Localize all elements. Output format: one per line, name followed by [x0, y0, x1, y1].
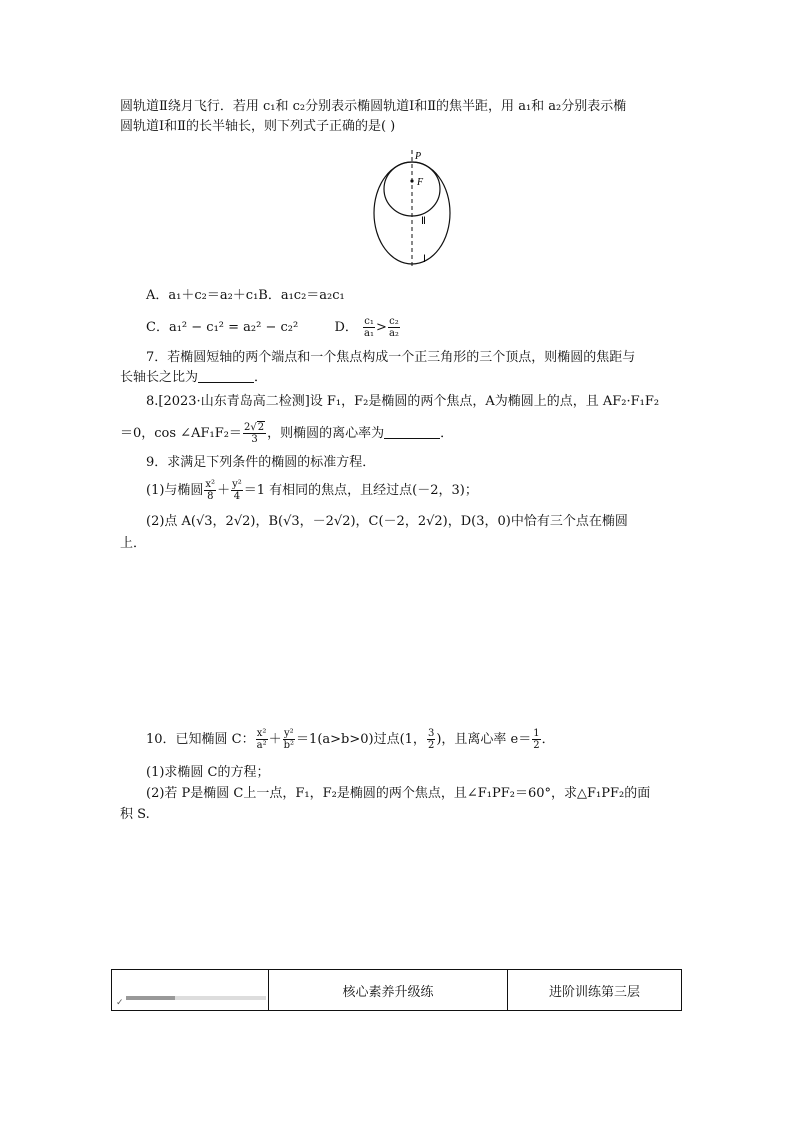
q10-stem — [146, 726, 555, 754]
q10-part2-line1: (2)若 P是椭圆 C上一点，F₁，F₂是椭圆的两个焦点，且∠F₁PF₂＝60°，求△F₁PF₂的面 — [146, 786, 651, 801]
banner-title-cell — [269, 970, 508, 1010]
option-a: A．a₁＋c₂＝a₂＋c₁ — [146, 288, 259, 303]
q10-text-b: ＝1(a>b>0)过点(1， — [296, 732, 426, 747]
option-c-label: C． — [146, 320, 169, 335]
q7-text: 长轴长之比为 — [120, 370, 199, 385]
q10-plus: ＋ — [268, 732, 282, 747]
q9-p1-text-b: ＝1 有相同的焦点，且经过点(－2，3)； — [243, 483, 478, 498]
label-f: F — [417, 177, 424, 188]
q6-options-ab — [146, 287, 345, 305]
q7-end: ． — [254, 370, 268, 385]
q10-text-c: )，且离心率 e＝ — [436, 732, 532, 747]
option-b: B．a₁c₂＝a₂c₁ — [258, 288, 345, 303]
q9-frac-x: $\frac{\text{x²}}{8}$ — [205, 479, 216, 502]
q7-line1: 7．若椭圆短轴的两个端点和一个焦点构成一个正三角形的三个顶点，则椭圆的焦距与 — [146, 350, 636, 365]
progress-bar — [126, 996, 266, 1000]
q10-frac-three-half: $\frac{3}{2}$ — [427, 728, 435, 751]
q8-cos-frac: $\frac{2√2}{3}$ — [243, 422, 265, 445]
q9-part1 — [146, 478, 478, 504]
progress-fill — [126, 996, 175, 1000]
q10-part1: (1)求椭圆 C的方程； — [146, 765, 270, 780]
banner-level-cell — [508, 970, 681, 1010]
q10-frac-x: $\frac{\text{x²}}{\text{a²}}$ — [256, 728, 267, 751]
focus-point — [410, 179, 413, 182]
q8-line2 — [120, 420, 453, 448]
q9-part2: (2)点 A(√3，2√2)，B(√3，－2√2)，C(－2，2√2)，D(3，0)中恰有三个点在椭圆 — [146, 514, 628, 529]
q7-line2 — [120, 369, 267, 387]
q8-text-b: ，则椭圆的离心率为 — [267, 426, 385, 441]
q9-frac-y: $\frac{\text{y²}}{4}$ — [232, 479, 242, 502]
q6-line1: 圆轨道Ⅱ绕月飞行．若用 c₁和 c₂分别表示椭圆轨道Ⅰ和Ⅱ的焦半距，用 a₁和 a₂分别表示椭 — [120, 99, 627, 114]
option-d-frac1: $\frac{\text{c₁}}{\text{a₁}}$ — [364, 316, 375, 339]
q9-part2-end: 上． — [120, 536, 147, 551]
check-icon: ✓ — [116, 998, 124, 1008]
option-d-gt: > — [376, 320, 387, 335]
ellipse-orbit-figure — [352, 148, 472, 268]
option-d-label: D． — [334, 320, 358, 335]
section-banner — [111, 969, 682, 1011]
q9-plus: ＋ — [217, 483, 231, 498]
banner-title: 核心素养升级练 — [342, 984, 434, 1000]
banner-logo-cell — [112, 970, 269, 1010]
q8-text-a: ＝0，cos ∠AF₁F₂＝ — [120, 426, 242, 441]
q9-title: 9．求满足下列条件的椭圆的标准方程． — [146, 455, 376, 470]
option-c-expr: a₁² − c₁² = a₂² − c₂² — [168, 320, 299, 335]
q6-line2: 圆轨道Ⅰ和Ⅱ的长半轴长，则下列式子正确的是( ) — [120, 119, 396, 134]
q10-text-a: 10．已知椭圆 C： — [146, 732, 255, 747]
option-d-frac2: $\frac{\text{c₂}}{\text{a₂}}$ — [388, 316, 399, 339]
q7-answer-blank[interactable] — [198, 382, 254, 383]
q8-line1: 8.[2023·山东青岛高二检测]设 F₁，F₂是椭圆的两个焦点，A为椭圆上的点，且 AF₂·F₁F₂ — [146, 394, 660, 409]
q8-end: ． — [440, 426, 454, 441]
q6-options-cd — [146, 316, 401, 340]
label-ii: Ⅱ — [421, 216, 426, 227]
banner-level: 进阶训练第三层 — [548, 984, 640, 1000]
q10-end: ． — [541, 732, 555, 747]
q10-part2-line2: 积 S. — [120, 807, 150, 822]
label-i: Ⅰ — [423, 254, 426, 265]
q10-frac-one-half: $\frac{1}{2}$ — [533, 728, 540, 751]
q9-p1-text-a: (1)与椭圆 — [146, 483, 204, 498]
label-p: P — [415, 151, 422, 162]
q10-frac-y: $\frac{\text{y²}}{\text{b²}}$ — [283, 728, 295, 751]
q8-answer-blank[interactable] — [384, 438, 440, 439]
